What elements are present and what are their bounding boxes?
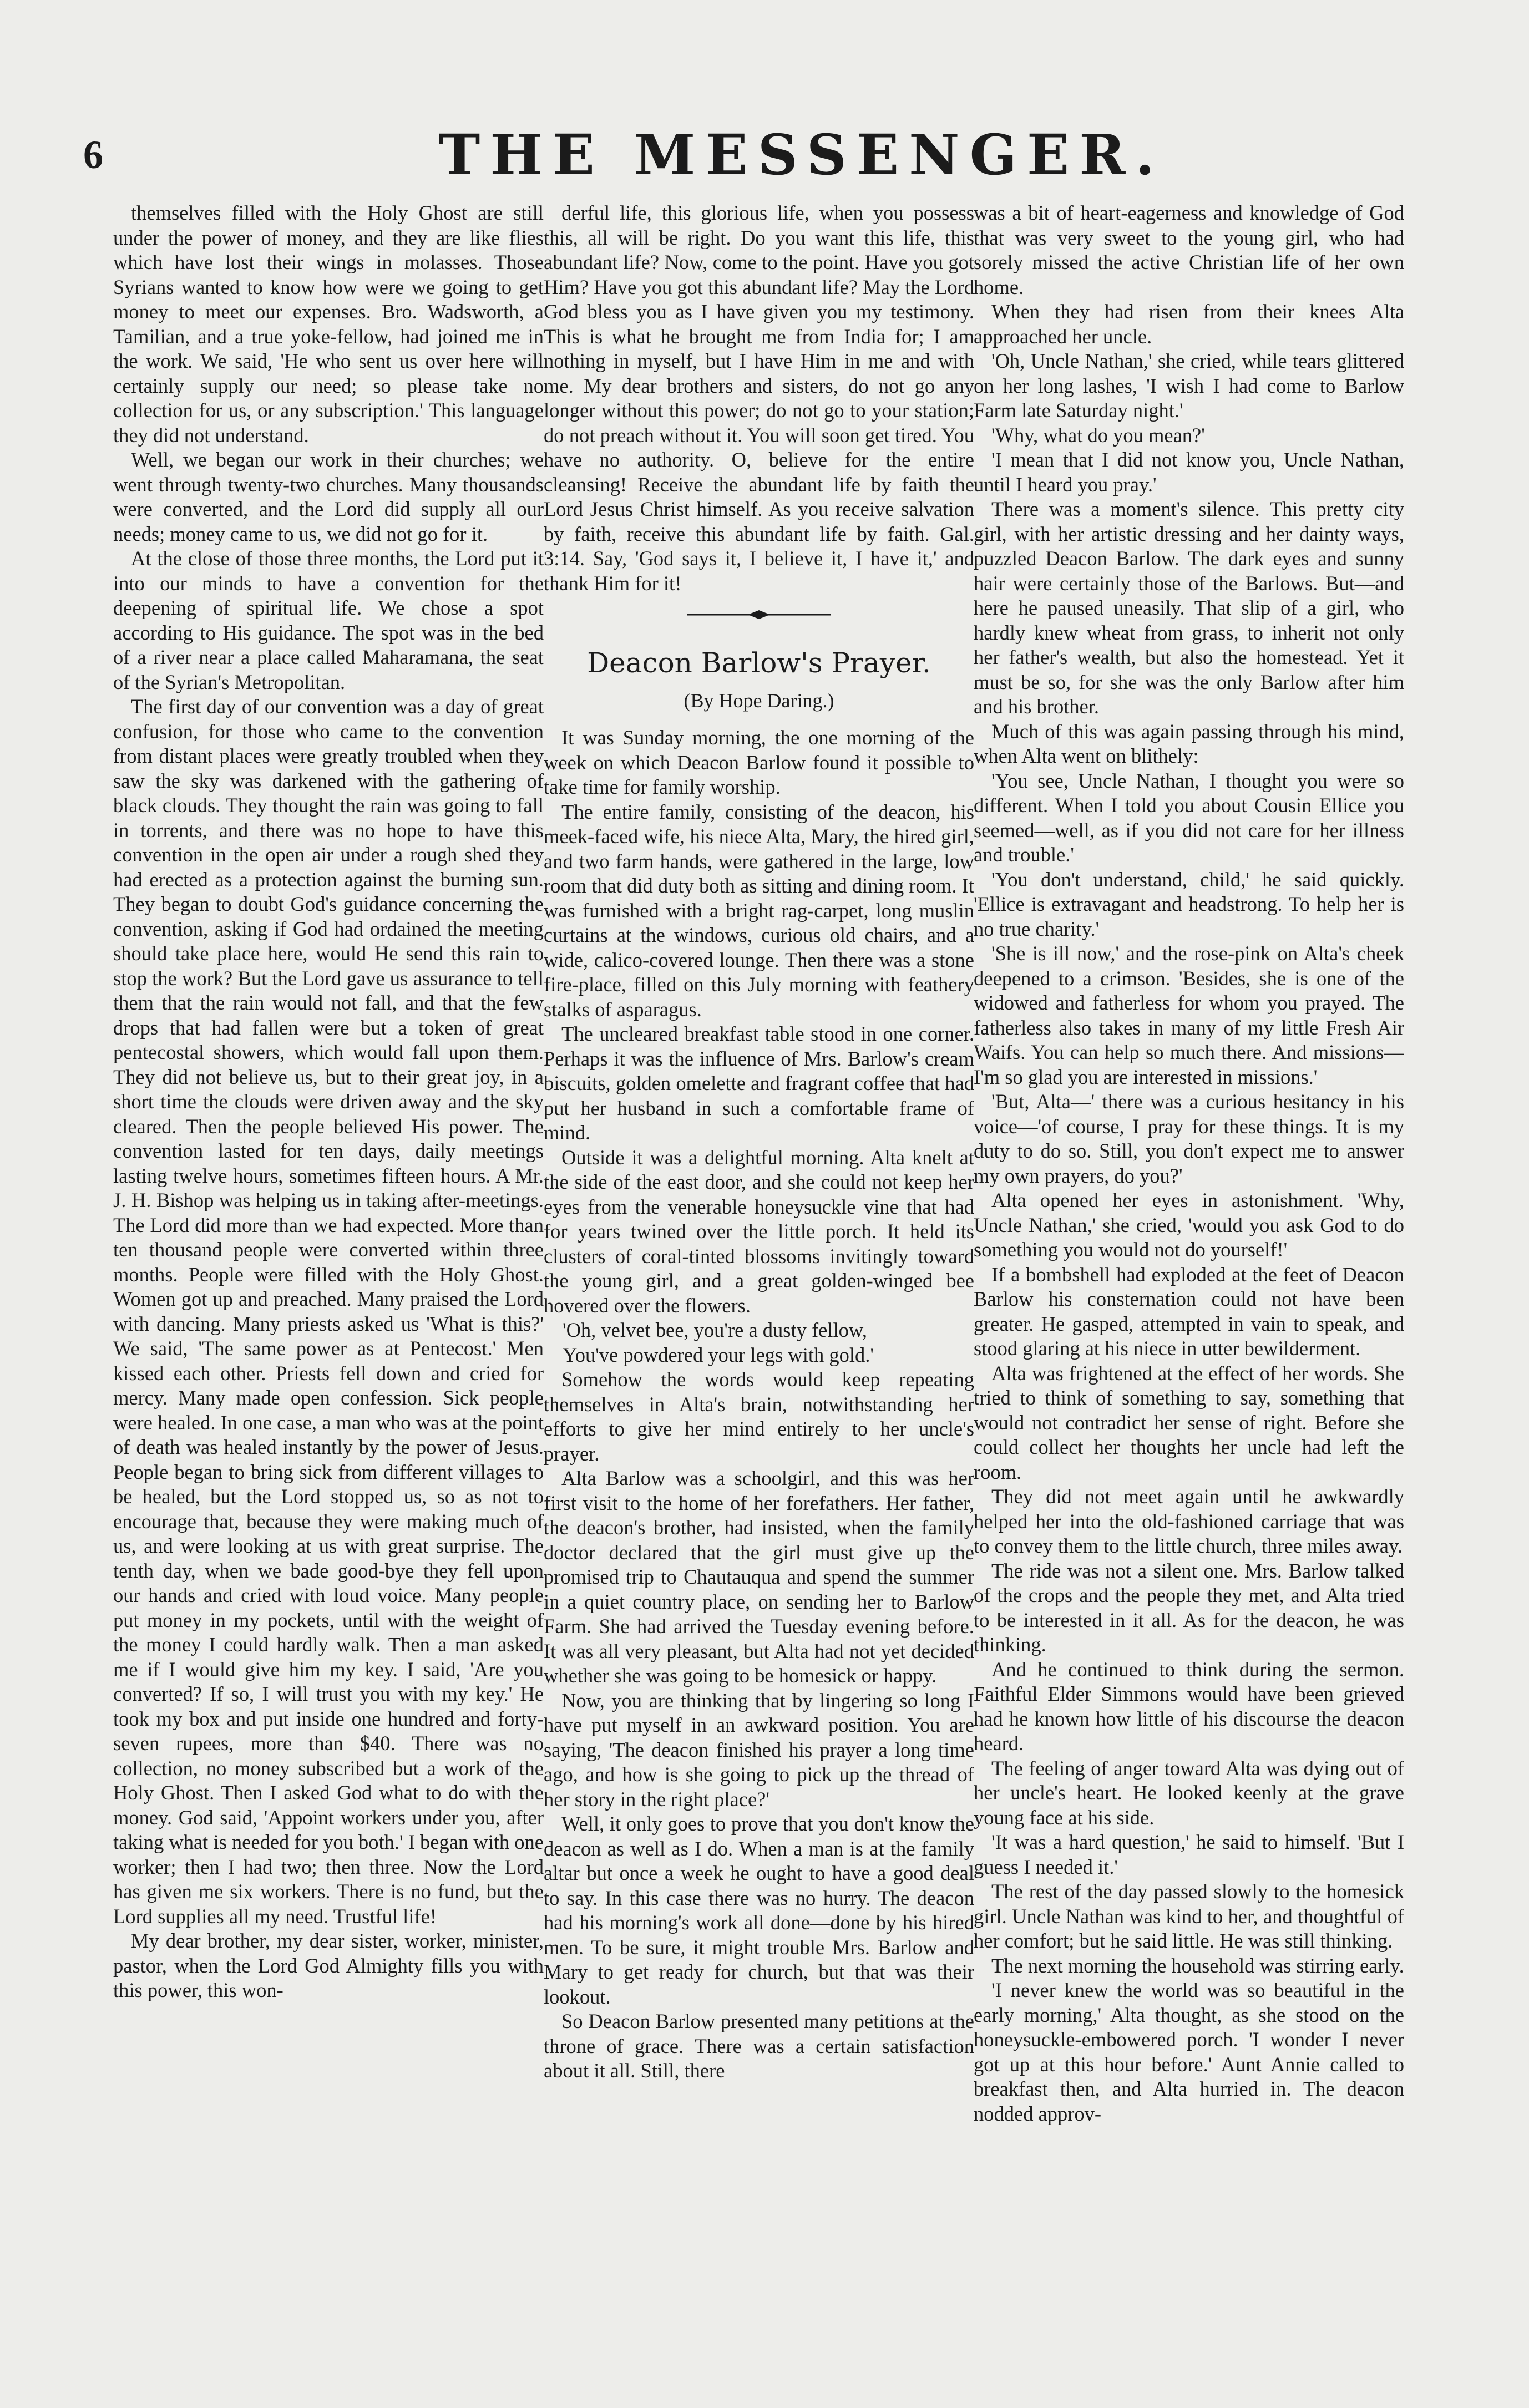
column-middle-intro <box>544 201 974 596</box>
paragraph: Alta Barlow was a schoolgirl, and this was her first visit to the home of her forefathers. Her father, the deacon's brother, had insisted, when the family doctor declared that the girl must give up the promised trip to Chautauqua and spend the summer in a quiet country place, on sending her to Barlow Farm. She had arrived the Tuesday evening before. It was all very pleasant, but Alta had not yet decided whether she was going to be homesick or happy. <box>544 1467 974 1687</box>
paragraph: Much of this was again passing through his mind, when Alta went on blithely: <box>974 719 1404 767</box>
paragraph: 'It was a hard question,' he said to himself. 'But I guess I needed it.' <box>974 1831 1404 1878</box>
paragraph: The ride was not a silent one. Mrs. Barlow talked of the crops and the people they met, and Alta tried to be interested in it all. As for the deacon, he was thinking. <box>974 1559 1404 1656</box>
paragraph: Outside it was a delightful morning. Alta knelt at the side of the east door, and she could not keep her eyes from the venerable honeysuckle vine that had for years twined over the little porch. It held its clusters of coral-tinted blossoms invitingly toward the young girl, and a great golden-winged bee hovered over the flowers. <box>544 1145 974 1317</box>
paragraph: At the close of those three months, the Lord put it into our minds to have a convention for the deepening of spiritual life. We chose a spot according to His guidance. The spot was in the bed of a river near a place called Maharamana, the seat of the Syrian's Metropolitan. <box>113 547 544 693</box>
article-title: Deacon Barlow's Prayer. <box>587 647 931 679</box>
paragraph: Now, you are thinking that by lingering so long I have put myself in an awkward position. You are saying, 'The deacon finished his prayer a long time ago, and how is she going to pick up the thread of her story in the right place?' <box>544 1689 974 1811</box>
paragraph: Well, it only goes to prove that you don't know the deacon as well as I do. When a man is at the family altar but once a week he ought to have a good deal to say. In this case there was no hurry. The deacon had his morning's work all done—done by his hired men. To be sure, it might trouble Mrs. Barlow and Mary to get ready for church, but that was their lookout. <box>544 1812 974 2008</box>
paragraph: My dear brother, my dear sister, worker, minister, pastor, when the Lord God Almighty fills you with this power, this won- <box>113 1929 544 2001</box>
column-middle <box>544 201 974 2397</box>
paragraph: Alta was frightened at the effect of her words. She tried to think of something to say, something that would not contradict her sense of right. Before she could collect her thoughts her uncle had left the room. <box>974 1361 1404 1483</box>
paragraph: The rest of the day passed slowly to the homesick girl. Uncle Nathan was kind to her, and thoughtful of her comfort; but he said little. He was still thinking. <box>974 1880 1404 1952</box>
paragraph: It was Sunday morning, the one morning of the week on which Deacon Barlow found it possible to take time for family worship. <box>544 726 974 798</box>
verse-line: You've powdered your legs with gold.' <box>563 1343 874 1366</box>
paragraph: The entire family, consisting of the deacon, his meek-faced wife, his niece Alta, Mary, the hired girl, and two farm hands, were gathered in the large, low room that did duty both as sitting and dining room. It was furnished with a bright rag-carpet, long muslin curtains at the windows, curious old chairs, and a wide, calico-covered lounge. Then there was a stone fire-place, filled on this July morning with feathery stalks of asparagus. <box>544 800 974 1021</box>
paragraph: The feeling of anger toward Alta was dying out of her uncle's heart. He looked keenly at the grave young face at his side. <box>974 1756 1404 1829</box>
paragraph: 'She is ill now,' and the rose-pink on Alta's cheek deepened to a crimson. 'Besides, she is one of the widowed and fatherless for whom you prayed. The fatherless also takes in many of my little Fresh Air Waifs. You can help so much there. And missions—I'm so glad you are interested in missions.' <box>974 942 1404 1088</box>
paragraph: Alta opened her eyes in astonishment. 'Why, Uncle Nathan,' she cried, 'would you ask God to do something you would not do yourself!' <box>974 1189 1404 1261</box>
newspaper-title: THE MESSENGER. <box>438 122 1165 187</box>
paragraph: derful life, this glorious life, when you possess this, all will be right. Do you want this life, this abundant life? Now, come to the point. Have you got Him? Have you got this abundant life? May the Lord God bless you as I have given you my testimony. This is what he brought me from India for; I am nothing in myself, but I have Him in me and with me. My dear brothers and sisters, do not go any longer without this power; do not go to your station; do not preach without it. You will soon get tired. You have no authority. O, believe for the entire cleansing! Receive the abundant life by faith the Lord Jesus Christ himself. As you receive salvation by faith, receive this abundant life by faith. Gal. 3:14. Say, 'God says it, I believe it, I have it,' and thank Him for it! <box>544 201 974 595</box>
paragraph: 'I never knew the world was so beautiful in the early morning,' Alta thought, as she stood on the honeysuckle-embowered porch. 'I wonder I never got up at this hour before.' Aunt Annie called to breakfast then, and Alta hurried in. The deacon nodded approv- <box>974 1979 1404 2125</box>
paragraph: So Deacon Barlow presented many petitions at the throne of grace. There was a certain satisfaction about it all. Still, there <box>544 2010 974 2082</box>
paragraph: They did not meet again until he awkwardly helped her into the old-fashioned carriage that was to convey them to the little church, three miles away. <box>974 1485 1404 1557</box>
paragraph: 'But, Alta—' there was a curious hesitancy in his voice—'of course, I pray for these things. It is my duty to do so. Still, you don't expect me to answer my own prayers, do you?' <box>974 1090 1404 1187</box>
paragraph: And he continued to think during the sermon. Faithful Elder Simmons would have been grieved had he known how little of his discourse the deacon heard. <box>974 1657 1404 1755</box>
masthead <box>83 122 1520 189</box>
paragraph: Somehow the words would keep repeating themselves in Alta's brain, notwithstanding her efforts to give her mind entirely to her uncle's prayer. <box>544 1368 974 1465</box>
paragraph: The first day of our convention was a day of great confusion, for those who came to the convention from distant places were greatly troubled when they saw the sky was darkened with the gathering of black clouds. They thought the rain was going to fall in torrents, and there was no hope to have this convention in the open air under a rough shed they had erected as a protection against the burning sun. They began to doubt God's guidance concerning the convention, asking if God had ordained the meeting should take place here, would He send this rain to stop the work? But the Lord gave us assurance to tell them that the rain would not fall, and that the few drops that had fallen were but a token of great pentecostal showers, which would fall upon them. They did not believe us, but to their great joy, in a short time the clouds were driven away and the sky cleared. Then the people believed His power. The convention lasted for ten days, daily meetings lasting twelve hours, sometimes fifteen hours. A Mr. J. H. Bishop was helping us in taking after-meetings. The Lord did more than we had expected. More than ten thousand people were converted within three months. People were filled with the Holy Ghost. Women got up and preached. Many praised the Lord with dancing. Many priests asked us 'What is this?' We said, 'The same power as at Pentecost.' Men kissed each other. Priests fell down and cried for mercy. Many made open confession. Sick people were healed. In one case, a man who was at the point of death was healed instantly by the power of Jesus. People began to bring sick from different villages to be healed, but the Lord stopped us, so as not to encourage that, because they were making much of us, and were looking at us with great surprise. The tenth day, when we bade good-bye they fell upon our hands and cried with loud voice. Many people put money in my pockets, until with the weight of the money I could hardly walk. Then a man asked me if I would give him my key. I said, 'Are you converted? If so, I will trust you with my key.' He took my box and put inside one hundred and forty-seven rupees, more than $40. There was no collection, no money subscribed but a work of the Holy Ghost. Then I asked God what to do with the money. God said, 'Appoint workers under you, after taking what is needed for you both.' I began with one worker; then I had two; then three. Now the Lord has given me six workers. There is no fund, but the Lord supplies all my need. Trustful life! <box>113 695 544 1928</box>
paragraph: There was a moment's silence. This pretty city girl, with her artistic dressing and her dainty ways, puzzled Deacon Barlow. The dark eyes and sunny hair were certainly those of the Barlows. But—and here he paused uneasily. That slip of a girl, who hardly knew wheat from grass, to inherit not only her father's wealth, but also the homestead. Yet it must be so, for she was the only Barlow after him and his brother. <box>974 498 1404 718</box>
page-number: 6 <box>83 133 103 177</box>
paragraph: Well, we began our work in their churches; we went through twenty-two churches. Many thousands were converted, and the Lord did supply all our needs; money came to us, we did not go for it. <box>113 448 544 545</box>
paragraph: If a bombshell had exploded at the feet of Deacon Barlow his consternation could not have been greater. He gasped, attempted in vain to speak, and stood glaring at his niece in utter bewilderment. <box>974 1263 1404 1360</box>
paragraph: When they had risen from their knees Alta approached her uncle. <box>974 300 1404 348</box>
paragraph: was a bit of heart-eagerness and knowledge of God that was very sweet to the young girl, who had sorely missed the active Christian life of her own home. <box>974 201 1404 298</box>
paragraph: 'Oh, Uncle Nathan,' she cried, while tears glittered on her long lashes, 'I wish I had come to Barlow Farm late Saturday night.' <box>974 349 1404 422</box>
paragraph: 'You see, Uncle Nathan, I thought you were so different. When I told you about Cousin Ellice you seemed—well, as if you did not care for her illness and trouble.' <box>974 769 1404 866</box>
verse-line: 'Oh, velvet bee, you're a dusty fellow, <box>563 1319 867 1341</box>
article-byline: (By Hope Daring.) <box>684 690 834 712</box>
paragraph: The uncleared breakfast table stood in one corner. Perhaps it was the influence of Mrs. Barlow's cream biscuits, golden omelette and fragrant coffee that had put her husband in such a comfortable frame of mind. <box>544 1022 974 1144</box>
paragraph: The next morning the household was stirring early. <box>991 1954 1404 1977</box>
article-body <box>544 726 974 2083</box>
section-divider-ornament <box>687 609 831 620</box>
column-right <box>974 201 1404 2397</box>
paragraph: themselves filled with the Holy Ghost are still under the power of money, and they are like flies which have lost their wings in molasses. Those Syrians wanted to know how were we going to get money to meet our expenses. Bro. Wadsworth, a Tamilian, and a true yoke-fellow, had joined me in the work. We said, 'He who sent us over here will certainly supply our need; so please take no collection for us, or any subscription.' This language they did not understand. <box>113 201 544 447</box>
paragraph: 'I mean that I did not know you, Uncle Nathan, until I heard you pray.' <box>974 448 1404 496</box>
paragraph: 'You don't understand, child,' he said quickly. 'Ellice is extravagant and headstrong. To help her is no true charity.' <box>974 868 1404 940</box>
column-left <box>113 201 544 2397</box>
paragraph: 'Why, what do you mean?' <box>991 423 1205 447</box>
